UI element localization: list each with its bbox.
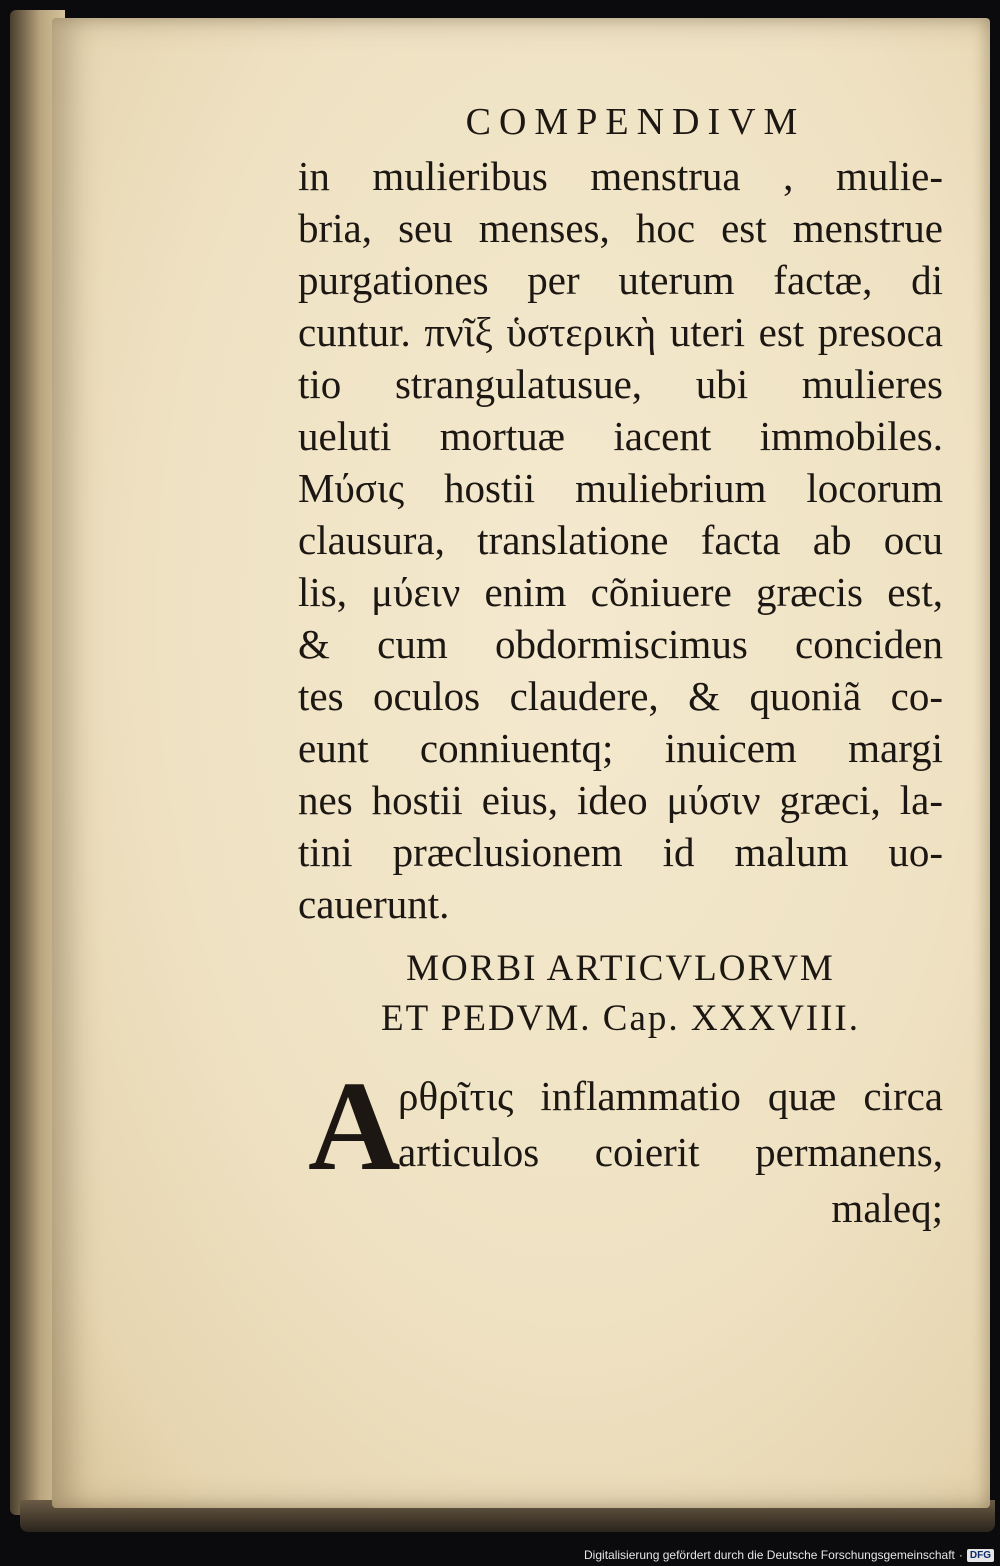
text-line: ρθρῖτις inflammatio quæ circa xyxy=(398,1073,943,1119)
text-line: clausura, translatione facta ab ocu xyxy=(298,517,943,563)
text-line: & cum obdormiscimus conciden xyxy=(298,621,943,667)
text-line-last: cauerunt. xyxy=(298,881,450,927)
credit-text: Digitalisierung gefördert durch die Deutsche Forschungsgemeinschaft xyxy=(584,1548,955,1562)
text-line: articulos coierit permanens, xyxy=(398,1129,943,1175)
dfg-logo-icon: DFG xyxy=(967,1549,994,1562)
drop-cap: A xyxy=(308,1055,401,1197)
chapter-opening-paragraph xyxy=(298,1055,943,1240)
text-line: cuntur. πνῖξ ὑστερικὴ uteri est presoca xyxy=(298,309,943,355)
text-line: lis, μύειν enim cõniuere græcis est, xyxy=(298,569,943,615)
digitization-credit xyxy=(584,1548,994,1562)
text-line: Μύσις hostii muliebrium locorum xyxy=(298,465,943,511)
page-text xyxy=(298,100,943,1240)
separator: · xyxy=(958,1548,963,1562)
catchword: maleq; xyxy=(831,1185,943,1231)
text-line: tini præclusionem id malum uo- xyxy=(298,829,943,875)
text-line: ueluti mortuæ iacent immobiles. xyxy=(298,413,943,459)
chapter-heading-line: MORBI ARTICVLORVM xyxy=(406,948,835,989)
text-line: in mulieribus menstrua , mulie- xyxy=(298,153,943,199)
text-line: eunt conniuentq; inuicem margi xyxy=(298,725,943,771)
text-line: purgationes per uterum factæ, di xyxy=(298,257,943,303)
running-head: COMPENDIVM xyxy=(465,101,806,143)
chapter-heading-line: ET PEDVM. Cap. XXXVIII. xyxy=(381,998,860,1039)
text-line: bria, seu menses, hoc est menstrue xyxy=(298,205,943,251)
chapter-heading xyxy=(298,944,943,1044)
text-line: tes oculos claudere, & quoniã co- xyxy=(298,673,943,719)
text-line: tio strangulatusue, ubi mulieres xyxy=(298,361,943,407)
text-line: nes hostii eius, ideo μύσιν græci, la- xyxy=(298,777,943,823)
